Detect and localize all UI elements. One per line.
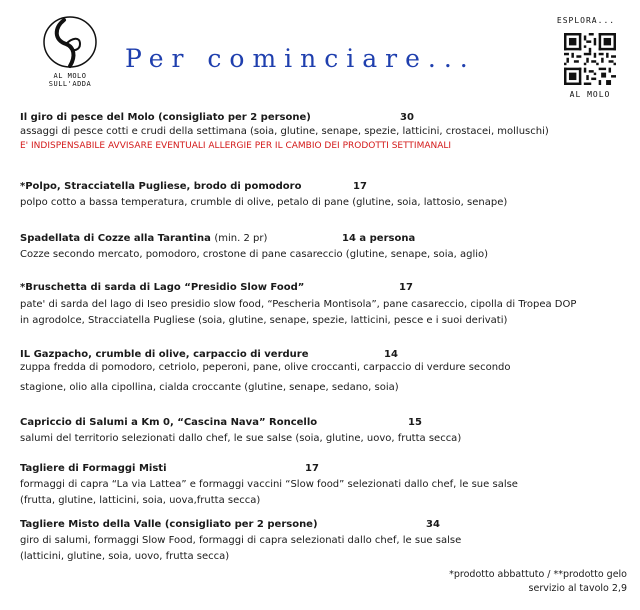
item-description: assaggi di pesce cotti e crudi della settimana (soia, glutine, senape, spezie, latticini, crostacei, molluschi)	[20, 126, 549, 137]
item-description: polpo cotto a bassa temperatura, crumble di olive, petalo di pane (glutine, soia, lattosio, senape)	[20, 197, 508, 208]
menu-item	[20, 112, 630, 151]
menu-item	[20, 282, 630, 329]
item-description: in agrodolce, Stracciatella Pugliese (soia, glutine, senape, spezie, latticini, pesce e i suoi derivati)	[20, 315, 508, 326]
footer-notes	[449, 568, 627, 596]
item-price: 17	[399, 282, 413, 293]
item-description: formaggi di capra “La via Lattea” e formaggi vaccini “Slow food” selezionati dallo chef, le sue salse	[20, 479, 518, 490]
logo-text: AL MOLO SULL'ADDA	[48, 72, 92, 88]
item-description: zuppa fredda di pomodoro, cetriolo, peperoni, pane, olive croccanti, carpaccio di verdure secondo	[20, 362, 511, 373]
item-name: Il giro di pesce del Molo (consigliato per 2 persone)	[20, 112, 311, 123]
item-description: salumi del territorio selezionati dallo chef, le sue salse (soia, glutine, uovo, frutta secca)	[20, 433, 462, 444]
item-name: *Polpo, Stracciatella Pugliese, brodo di pomodoro	[20, 181, 302, 192]
menu-item	[20, 519, 630, 565]
item-name: Tagliere di Formaggi Misti	[20, 463, 167, 474]
item-note: (min. 2 pr)	[214, 233, 268, 244]
item-name: *Bruschetta di sarda di Lago “Presidio Slow Food”	[20, 282, 305, 293]
menu-item	[20, 233, 630, 263]
menu-item	[20, 417, 630, 447]
item-price: 17	[353, 181, 367, 192]
item-price: 34	[426, 519, 440, 530]
footer-line-service: servizio al tavolo 2,9	[528, 583, 627, 594]
item-description: Cozze secondo mercato, pomodoro, crostone di pane casareccio (glutine, senape, soia, aglio)	[20, 249, 489, 260]
item-price: 14 a persona	[342, 233, 416, 244]
item-name: IL Gazpacho, crumble di olive, carpaccio di verdure	[20, 349, 309, 360]
item-name: Tagliere Misto della Valle (consigliato per 2 persone)	[20, 519, 318, 530]
menu-item	[20, 349, 630, 396]
item-name: Capriccio di Salumi a Km 0, “Cascina Nava” Roncello	[20, 417, 318, 428]
item-price: 14	[384, 349, 398, 360]
restaurant-logo	[30, 14, 110, 88]
menu-item	[20, 181, 630, 211]
page-title: Per cominciare...	[125, 44, 476, 73]
item-price: 17	[305, 463, 319, 474]
item-description: pate' di sarda del lago di Iseo presidio slow food, “Pescheria Montisola”, pane casareccio, cipolla di Tropea DOP	[20, 299, 577, 310]
item-description: giro di salumi, formaggi Slow Food, formaggi di capra selezionati dallo chef, le sue salse	[20, 535, 462, 546]
allergy-warning: E' INDISPENSABILE AVVISARE EVENTUALI ALLERGIE PER IL CAMBIO DEI PRODOTTI SETTIMANALI	[20, 141, 452, 151]
menu-item	[20, 463, 630, 509]
item-description: stagione, olio alla cipollina, cialda croccante (glutine, senape, sedano, soia)	[20, 382, 399, 393]
item-description: (frutta, glutine, latticini, soia, uova,frutta secca)	[20, 495, 261, 506]
item-price: 15	[408, 417, 422, 428]
item-description: (latticini, glutine, soia, uovo, frutta secca)	[20, 551, 230, 562]
item-price: 30	[400, 112, 414, 123]
item-name: Spadellata di Cozze alla Tarantina (min. 2 pr)	[20, 233, 268, 244]
qr-label-top: ESPLORA...	[556, 16, 616, 25]
qr-label-bottom: AL MOLO	[569, 90, 611, 99]
logo-mark-icon	[40, 14, 100, 70]
qr-code-icon[interactable]	[564, 33, 616, 85]
footer-line-legend: *prodotto abbattuto / **prodotto gelo	[449, 569, 627, 580]
